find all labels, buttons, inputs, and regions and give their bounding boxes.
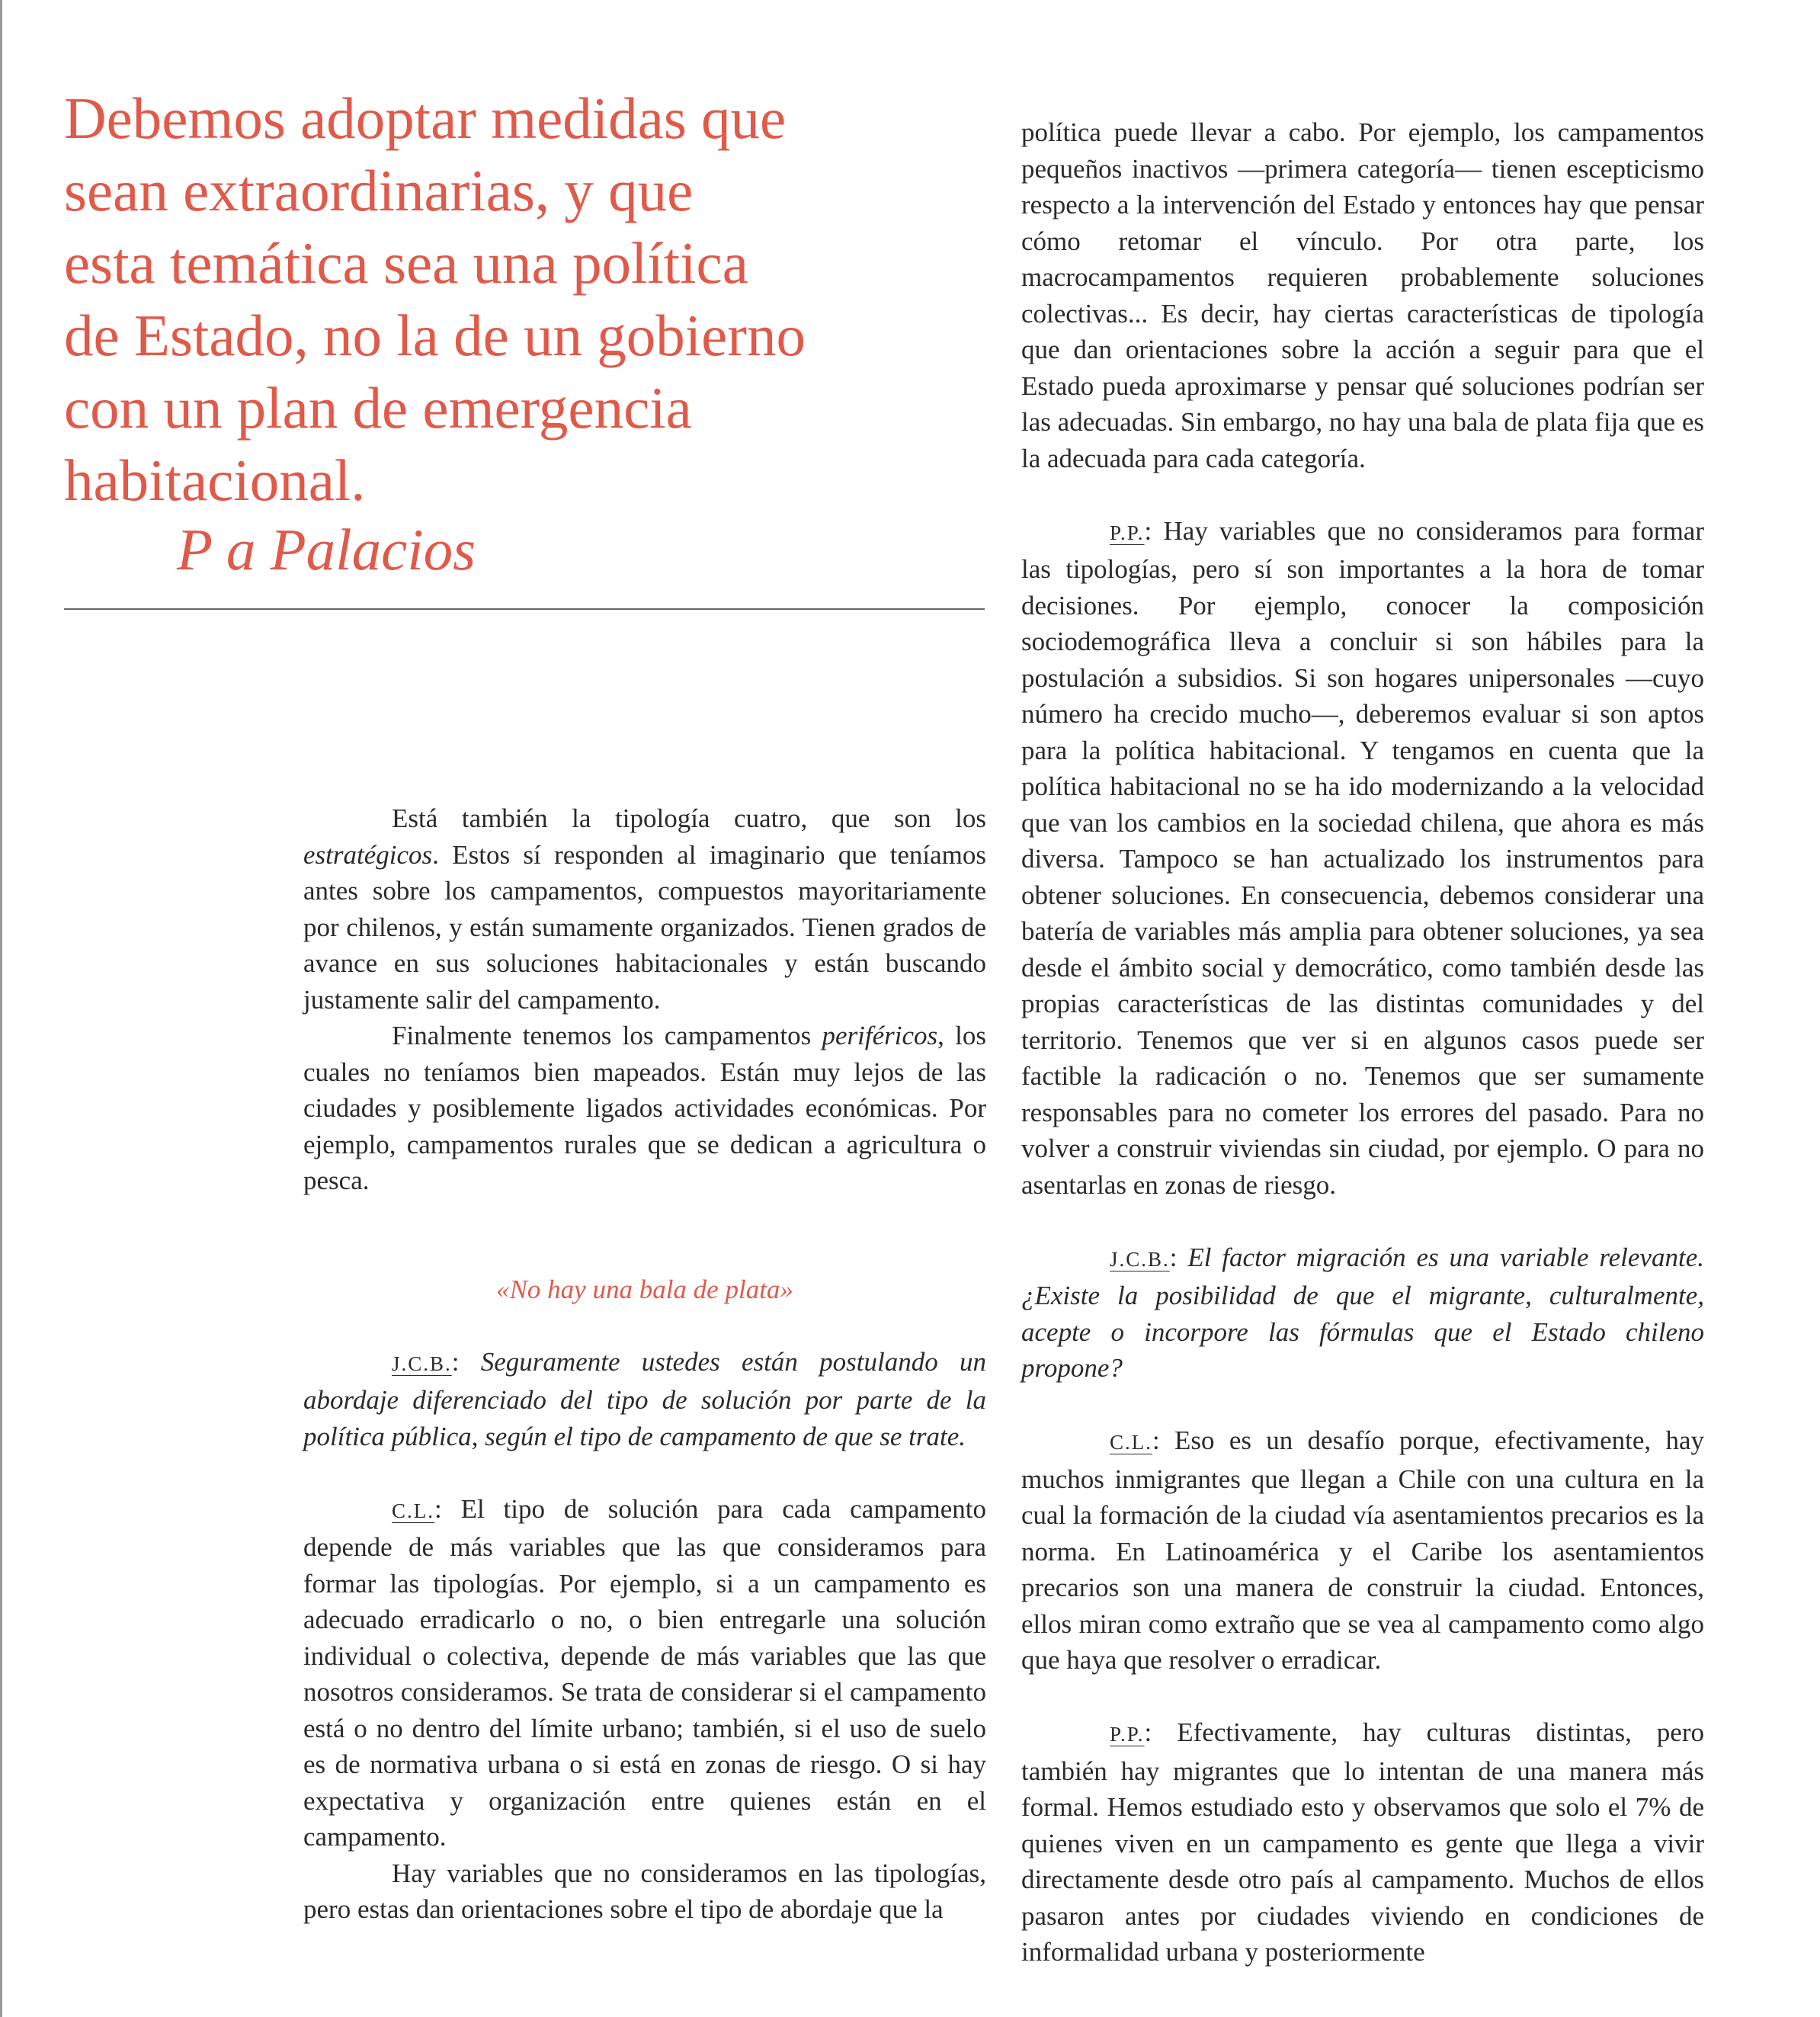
pull-quote-line: con un plan de emergencia xyxy=(64,375,692,441)
pull-quote-line: esta temática sea una política xyxy=(64,230,748,296)
answer-text: Hay variables que no consideramos para formar las tipologías, pero sí son importantes a la hora de tomar decisiones. Por ejemplo, conocer la composición sociodemográfica lleva a concluir si son hábiles para la postulación a subsidios. Si son hogares unipersonales —cuyo número ha crecido mucho—, deberemos evaluar si son aptos para la política habitacional. Y tengamos en cuenta que la política habitacional no se ha ido modernizando a la velocidad que van los cambios en la sociedad chilena, que ahora es más diversa. Tampoco se han actualizado los instrumentos para obtener soluciones. En consecuencia, debemos considerar una batería de variables más amplia para obtener soluciones, ya sea desde el ámbito social y democrático, como también desde las propias características de las distintas comunidades y del territorio. Tenemos que ver si en algunos casos puede ser factible la radicación o no. Tenemos que ser sumamente responsables para no cometer los errores del pasado. Para no volver a construir viviendas sin ciudad, por ejemplo. O para no asentarlas en zonas de riesgo. xyxy=(1021,515,1704,1200)
answer-paragraph: P.P.: Hay variables que no consideramos para formar las tipologías, pero sí son importantes a la hora de tomar decisiones. Por ejemplo, conocer la composición sociodemográfica lleva a concluir si son hábiles para la postulación a subsidios. Si son hogares unipersonales —cuyo número ha crecido mucho—, deberemos evaluar si son aptos para la política habitacional. Y tengamos en cuenta que la política habitacional no se ha ido modernizando a la velocidad que van los cambios en la sociedad chilena, que ahora es más diversa. Tampoco se han actualizado los instrumentos para obtener soluciones. En consecuencia, debemos considerar una batería de variables más amplia para obtener soluciones, ya sea desde el ámbito social y democrático, como también desde las propias características de las distintas comunidades y del territorio. Tenemos que ver si en algunos casos puede ser factible la radicación o no. Tenemos que ser sumamente responsables para no cometer los errores del pasado. Para no volver a construir viviendas sin ciudad, por ejemplo. O para no asentarlas en zonas de riesgo. xyxy=(1021,515,1704,1200)
speaker-initials: J.C.B. xyxy=(1110,1247,1170,1271)
answer-text: Eso es un desafío porque, efectivamente, hay muchos inmigrantes que llegan a Chile con una cultura en la cual la formación de la ciudad vía asentamientos precarios es la norma. En Latinoamérica y el Caribe los asentamientos precarios son una manera de construir la ciudad. Entonces, ellos miran como extraño que se vea al campamento como algo que haya que resolver o erradicar. xyxy=(1021,1425,1704,1675)
italic-term: periféricos xyxy=(822,1021,938,1050)
speaker-initials: C.L. xyxy=(1110,1431,1153,1454)
speaker-initials: P.P. xyxy=(1110,521,1145,544)
speaker-initials: C.L. xyxy=(392,1499,435,1522)
answer-paragraph: C.L.: Eso es un desafío porque, efectivamente, hay muchos inmigrantes que llegan a Chile con una cultura en la cual la formación de la ciudad vía asentamientos precarios es la norma. En Latinoamérica y el Caribe los asentamientos precarios son una manera de construir la ciudad. Entonces, ellos miran como extraño que se vea al campamento como algo que haya que resolver o erradicar. xyxy=(1021,1425,1704,1675)
spacer xyxy=(303,1454,986,1491)
pull-quote-line: de Estado, no la de un gobierno xyxy=(64,303,806,368)
spacer xyxy=(1021,1679,1704,1715)
spacer xyxy=(303,1199,986,1236)
spacer xyxy=(303,1235,986,1271)
pull-quote-line: sean extraordinarias, y que xyxy=(64,158,694,223)
left-column xyxy=(303,800,986,1928)
pull-quote xyxy=(64,82,979,517)
page-edge xyxy=(0,0,2,2017)
text-run: Finalmente tenemos los campamentos xyxy=(392,1021,822,1050)
interviewer-question: J.C.B.: El factor migración es una variable relevante. ¿Existe la posibilidad de que el migrante, culturalmente, acepte o incorpore las fórmulas que el Estado chileno propone? xyxy=(1021,1242,1704,1383)
interviewer-question: J.C.B.: Seguramente ustedes están postulando un abordaje diferenciado del tipo de solución por parte de la política pública, según el tipo de campamento de que se trate. xyxy=(303,1346,986,1451)
spacer xyxy=(1021,1387,1704,1423)
speaker-initials: J.C.B. xyxy=(392,1352,452,1375)
answer-text: El tipo de solución para cada campamento depende de más variables que las que consideramos para formar las tipologías. Por ejemplo, si a un campamento es adecuado erradicarlo o no, o bien entregarle una solución individual o colectiva, depende de más variables que las que nosotros consideramos. Se trata de considerar si el campamento está o no dentro del límite urbano; también, si el uso de suelo es de normativa urbana o si está en zonas de riesgo. O si hay expectativa y organización entre quienes están en el campamento. xyxy=(303,1493,986,1852)
question-text: Seguramente ustedes están postulando un abordaje diferenciado del tipo de solución por parte de la política pública, según el tipo de campamento de que se trate. xyxy=(303,1346,986,1451)
pull-quote-author: P a Palacios xyxy=(177,517,476,582)
right-column xyxy=(1021,114,1704,1971)
spacer xyxy=(1021,476,1704,513)
answer-paragraph: C.L.: El tipo de solución para cada campamento depende de más variables que las que consideramos para formar las tipologías. Por ejemplo, si a un campamento es adecuado erradicarlo o no, o bien entregarle una solución individual o colectiva, depende de más variables que las que nosotros consideramos. Se trata de considerar si el campamento está o no dentro del límite urbano; también, si el uso de suelo es de normativa urbana o si está en zonas de riesgo. O si hay expectativa y organización entre quienes están en el campamento. xyxy=(303,1493,986,1852)
italic-term: estratégicos xyxy=(303,839,433,870)
text-run: Está también la tipología cuatro, que son los xyxy=(392,803,986,833)
paragraph: Hay variables que no consideramos en las tipologías, pero estas dan orientaciones sobre el tipo de abordaje que la xyxy=(303,1858,986,1924)
answer-paragraph: P.P.: Efectivamente, hay culturas distintas, pero también hay migrantes que lo intentan de una manera más formal. Hemos estudiado esto y observamos que solo el 7% de quienes viven en un campamento es gente que llega a vivir directamente desde otro país al campamento. Muchos de ellos pasaron antes por ciudades viviendo en condiciones de informalidad urbana y posteriormente xyxy=(1021,1717,1704,1967)
spacer xyxy=(303,1307,986,1344)
question-text: El factor migración es una variable relevante. ¿Existe la posibilidad de que el migrante, culturalmente, acepte o incorpore las fórmulas que el Estado chileno propone? xyxy=(1021,1242,1704,1383)
text-run: . Estos sí responden al imaginario que teníamos antes sobre los campamentos, compuestos mayoritariamente por chilenos, y están sumamente organizados. Tienen grados de avance en sus soluciones habitacionales y están buscando justamente salir del campamento. xyxy=(303,839,986,1015)
pull-quote-line: Debemos adoptar medidas que xyxy=(64,85,787,151)
paragraph: política puede llevar a cabo. Por ejemplo, los campamentos pequeños inactivos —primera categoría— tienen escepticismo respecto a la intervención del Estado y entonces hay que pensar cómo retomar el vínculo. Por otra parte, los macrocampamentos requieren probablemente soluciones colectivas... Es decir, hay ciertas características de tipología que dan orientaciones sobre la acción a seguir para que el Estado pueda aproximarse y pensar qué soluciones podrían ser las adecuadas. Sin embargo, no hay una bala de plata fija que es la adecuada para cada categoría. xyxy=(1021,117,1704,473)
text-run: , los cuales no teníamos bien mapeados. Están muy lejos de las ciudades y posiblemente ligados actividades económicas. Por ejemplo, campamentos rurales que se dedican a agricultura o pesca. xyxy=(303,1021,986,1195)
answer-text: Efectivamente, hay culturas distintas, pero también hay migrantes que lo intentan de una manera más formal. Hemos estudiado esto y observamos que solo el 7% de quienes viven en un campamento es gente que llega a vivir directamente desde otro país al campamento. Muchos de ellos pasaron antes por ciudades viviendo en condiciones de informalidad urbana y posteriormente xyxy=(1021,1717,1704,1967)
speaker-initials: P.P. xyxy=(1110,1723,1145,1746)
section-subhead: «No hay una bala de plata» xyxy=(496,1274,793,1304)
divider-rule xyxy=(64,608,985,610)
paragraph xyxy=(303,1018,986,1199)
spacer xyxy=(1021,1203,1704,1239)
paragraph xyxy=(303,800,986,1018)
pull-quote-line: habitacional. xyxy=(64,447,366,513)
